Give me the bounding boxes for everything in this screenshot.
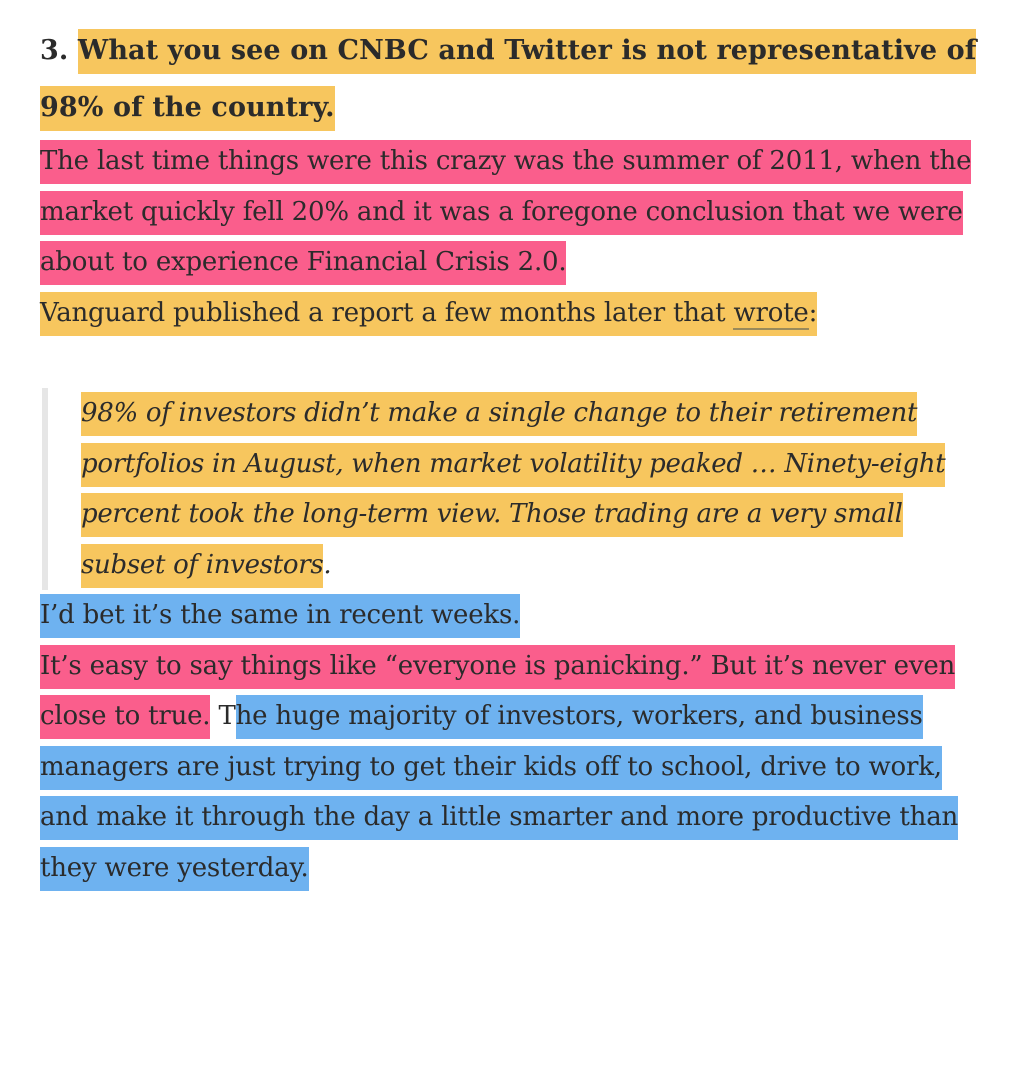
wrote-link[interactable]: wrote [733,297,809,328]
paragraph-2-highlight [40,292,817,336]
blockquote-period: . [323,549,332,580]
paragraph-3-highlight: I’d bet it’s the same in recent weeks. [40,594,520,638]
blockquote [42,388,985,590]
paragraph-4-pink-highlight: It’s easy to say things like “everyone is panicking.” But it’s never even close to true. [40,645,955,740]
paragraph-4-first-letter: T [218,701,236,731]
paragraph-panicking [40,641,985,894]
blockquote-text [81,388,985,590]
paragraph-2-colon: : [808,297,818,328]
blockquote-highlight: 98% of investors didn’t make a single change to their retirement portfolios in August, when market volatility peaked … Ninety-eight percent took the long-term view. Those trading are a very small subset of investors [81,392,945,588]
paragraph-recent-weeks [40,590,985,641]
paragraph-2-text: Vanguard published a report a few months later that [40,297,734,328]
heading-highlight: What you see on CNBC and Twitter is not representative of 98% of the country. [40,29,976,131]
article-body [40,22,985,893]
paragraph-vanguard [40,288,985,339]
heading-number: 3. [40,35,69,66]
paragraph-summer-2011 [40,136,985,288]
paragraph-4-blue-highlight: he huge majority of investors, workers, and business managers are just trying to get their kids off to school, drive to work, and make it through the day a little smarter and more productive than they were yesterday. [40,695,958,891]
paragraph-1-highlight: The last time things were this crazy was the summer of 2011, when the market quickly fell 20% and it was a foregone conclusion that we were about to experience Financial Crisis 2.0. [40,140,971,285]
section-heading [40,22,985,136]
